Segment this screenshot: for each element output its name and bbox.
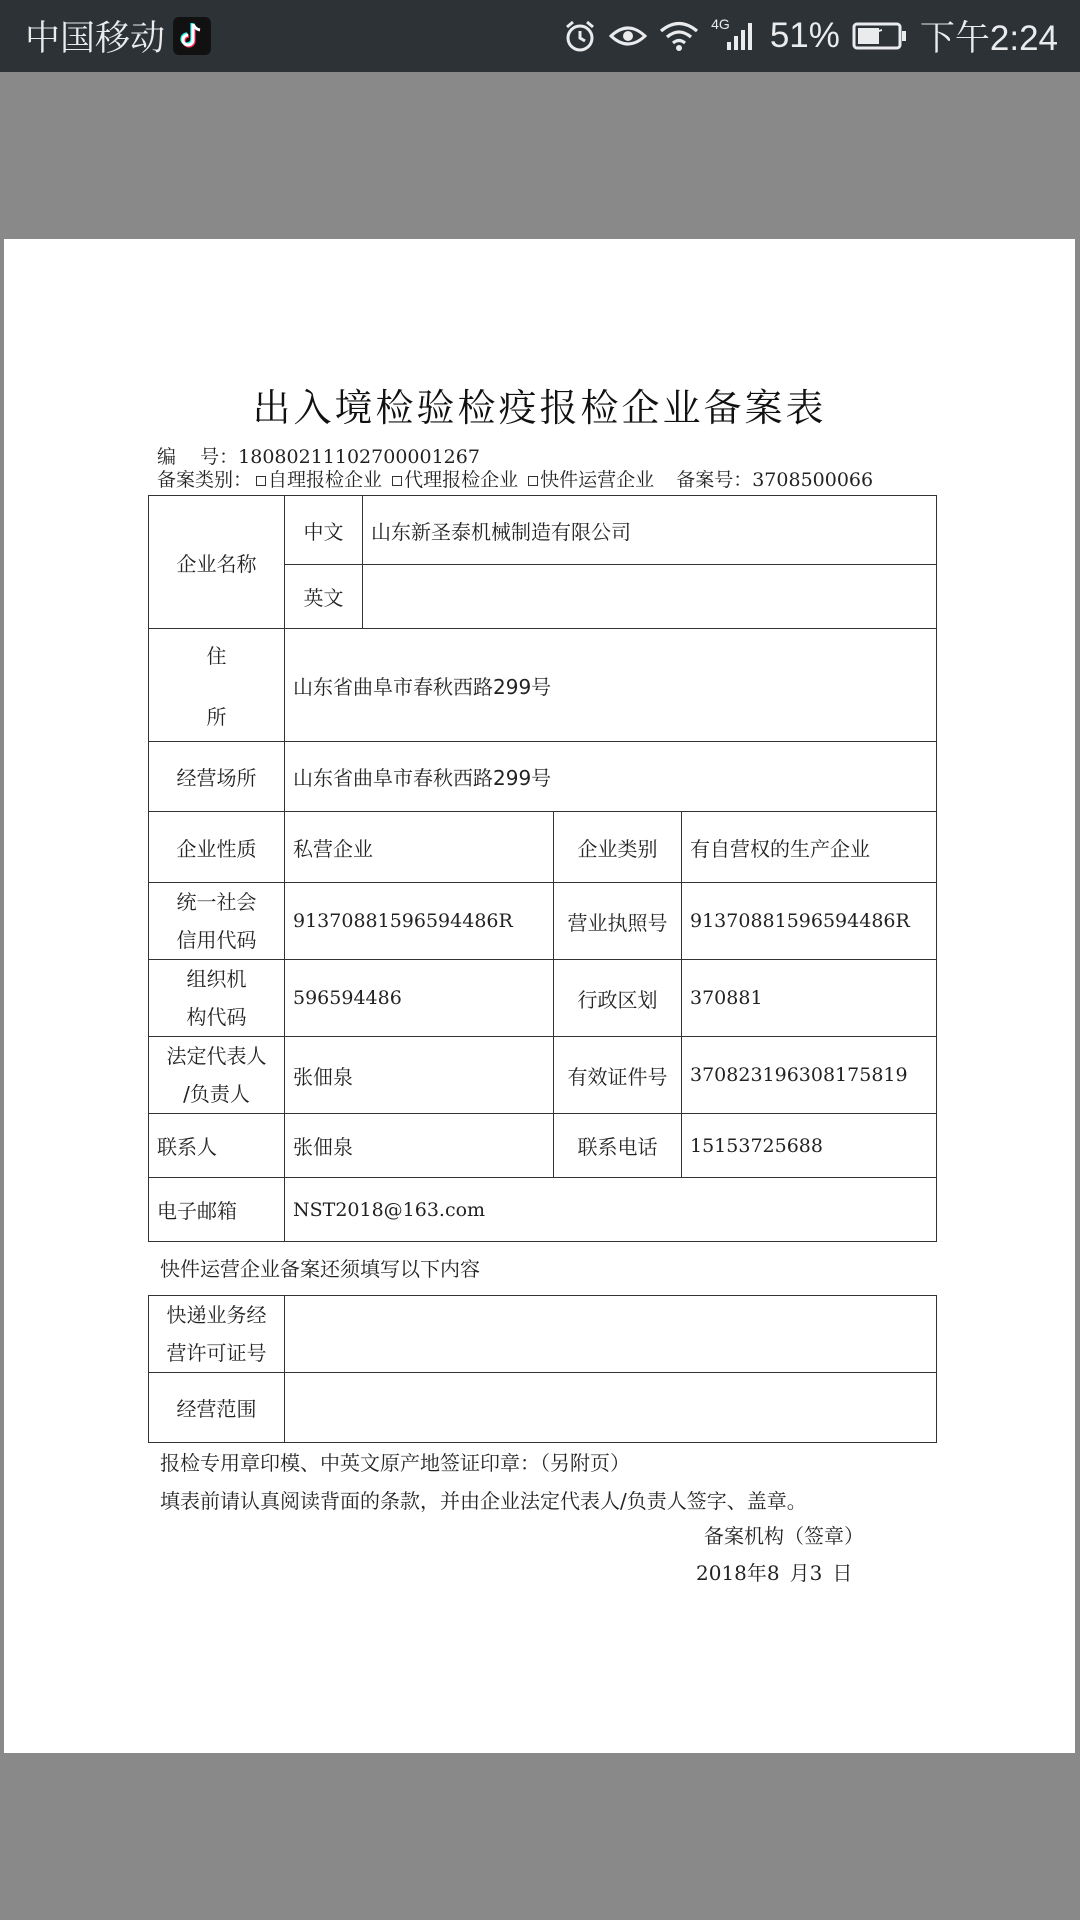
date-day-unit: 日 — [832, 1561, 853, 1585]
serial-label: 编 号： — [157, 446, 239, 468]
business-place-label: 经营场所 — [149, 742, 285, 812]
org-code-label-line1: 组织机 — [186, 967, 247, 991]
permit-label-line1: 快递业务经 — [166, 1303, 267, 1327]
phone-label: 联系电话 — [554, 1114, 682, 1178]
wifi-icon — [659, 20, 699, 52]
stamp-note: 报检专用章印模、中英文原产地签证印章：（另附页） — [160, 1451, 630, 1475]
category-option-agent: 代理报检企业 — [404, 469, 519, 491]
category-row — [157, 465, 873, 492]
category-option-self: 自理报检企业 — [268, 469, 383, 491]
checkbox-icon — [256, 476, 266, 486]
category-option-express: 快件运营企业 — [540, 469, 655, 491]
org-code-label — [149, 960, 285, 1037]
express-table — [148, 1295, 937, 1443]
credit-code-label — [149, 883, 285, 960]
express-note: 快件运营企业备案还须填写以下内容 — [160, 1257, 480, 1281]
id-number-label: 有效证件号 — [554, 1037, 682, 1114]
chinese-name-value: 山东新圣泰机械制造有限公司 — [363, 496, 937, 565]
address-label-line1: 住 — [206, 644, 227, 668]
nature-label: 企业性质 — [149, 812, 285, 883]
english-name-value — [363, 565, 937, 629]
address-label-line2: 所 — [206, 705, 227, 729]
scope-label: 经营范围 — [149, 1373, 285, 1443]
contact-value: 张佃泉 — [285, 1114, 554, 1178]
region-value: 370881 — [682, 960, 937, 1037]
email-value: NST2018@163.com — [285, 1178, 937, 1242]
business-place-value: 山东省曲阜市春秋西路299号 — [285, 742, 937, 812]
scope-value — [285, 1373, 937, 1443]
battery-icon — [852, 21, 908, 51]
org-code-value: 596594486 — [285, 960, 554, 1037]
network-type: 4G — [711, 16, 730, 32]
english-label: 英文 — [285, 565, 363, 629]
license-value: 91370881596594486R — [682, 883, 937, 960]
credit-code-label-line1: 统一社会 — [176, 890, 257, 914]
email-label: 电子邮箱 — [149, 1178, 285, 1242]
date-line — [696, 1557, 852, 1586]
nature-value: 私营企业 — [285, 812, 554, 883]
legal-rep-label-line1: 法定代表人 — [166, 1044, 267, 1068]
legal-rep-label-line2: /负责人 — [183, 1082, 250, 1106]
status-bar — [0, 0, 1080, 72]
company-name-label: 企业名称 — [149, 496, 285, 629]
clock: 下午2:24 — [919, 19, 1058, 58]
tiktok-notification-icon — [173, 17, 211, 55]
address-value: 山东省曲阜市春秋西路299号 — [285, 629, 937, 742]
carrier-name: 中国移动 — [25, 19, 166, 58]
company-category-label: 企业类别 — [554, 812, 682, 883]
credit-code-value: 91370881596594486R — [285, 883, 554, 960]
license-label: 营业执照号 — [554, 883, 682, 960]
permit-value — [285, 1296, 937, 1373]
date-month-unit: 月 — [789, 1561, 810, 1585]
address-label — [149, 629, 285, 742]
record-label: 备案号： — [676, 469, 753, 491]
org-code-label-line2: 构代码 — [186, 1005, 247, 1029]
legal-rep-value: 张佃泉 — [285, 1037, 554, 1114]
document-title: 出入境检验检疫报检企业备案表 — [252, 386, 827, 430]
alarm-icon — [563, 19, 597, 53]
date-month: 8 — [766, 1561, 780, 1585]
credit-code-label-line2: 信用代码 — [176, 928, 257, 952]
contact-label: 联系人 — [149, 1114, 285, 1178]
eye-comfort-icon — [609, 21, 647, 51]
company-category-value: 有自营权的生产企业 — [682, 812, 937, 883]
date-day: 3 — [809, 1561, 823, 1585]
legal-rep-label — [149, 1037, 285, 1114]
signal-icon — [711, 16, 758, 52]
document-page — [4, 239, 1075, 1753]
agency-signature: 备案机构（签章） — [704, 1524, 864, 1548]
date-year-unit: 年 — [746, 1561, 767, 1585]
chinese-label: 中文 — [285, 496, 363, 565]
id-number-value: 370823196308175819 — [682, 1037, 937, 1114]
region-label: 行政区划 — [554, 960, 682, 1037]
permit-label-line2: 营许可证号 — [166, 1341, 267, 1365]
registration-table — [148, 495, 937, 1242]
checkbox-icon — [392, 476, 402, 486]
checkbox-icon — [528, 476, 538, 486]
battery-percent: 51% — [769, 16, 840, 55]
date-year: 2018 — [696, 1561, 747, 1585]
category-label: 备案类别： — [157, 469, 253, 491]
phone-value: 15153725688 — [682, 1114, 937, 1178]
read-note: 填表前请认真阅读背面的条款，并由企业法定代表人/负责人签字、盖章。 — [160, 1489, 807, 1513]
serial-value: 18080211102700001267 — [238, 446, 480, 468]
permit-label — [149, 1296, 285, 1373]
record-value: 3708500066 — [752, 469, 874, 491]
